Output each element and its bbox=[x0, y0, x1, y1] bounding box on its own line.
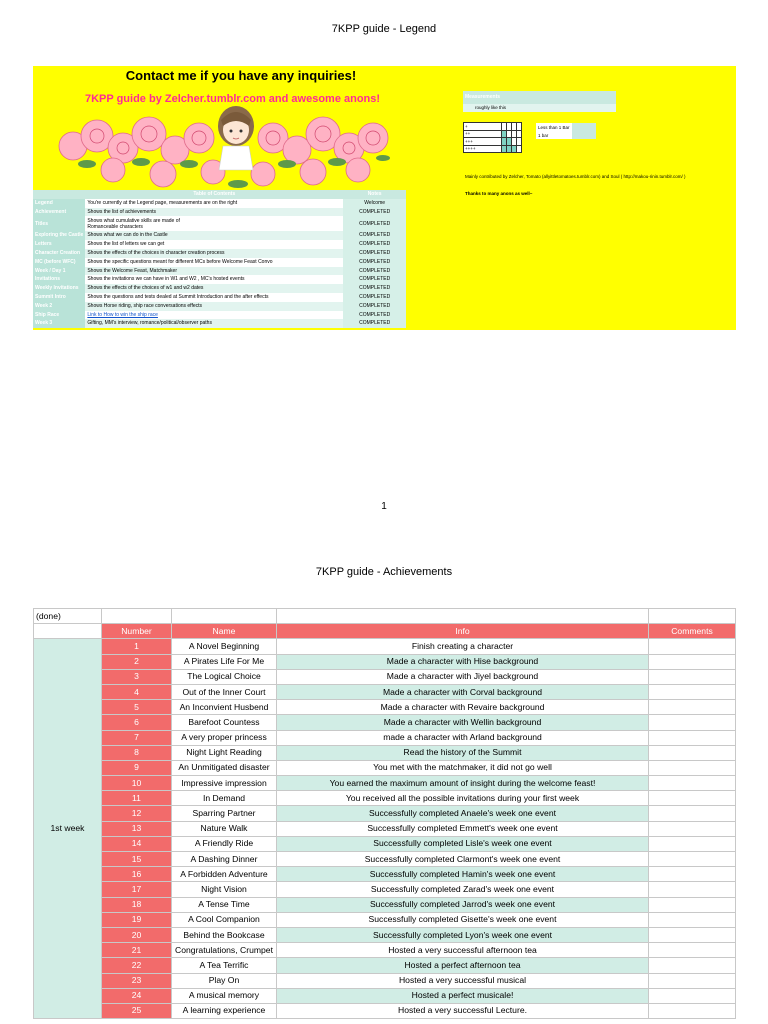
achievement-number: 12 bbox=[102, 806, 172, 821]
done-label: (done) bbox=[34, 609, 102, 624]
comments-column-header: Comments bbox=[649, 624, 736, 639]
achievement-number: 15 bbox=[102, 852, 172, 867]
toc-row bbox=[33, 240, 406, 249]
measurements-subtitle: roughly like this bbox=[463, 104, 616, 112]
achievement-number: 8 bbox=[102, 745, 172, 760]
achievement-row bbox=[34, 836, 736, 851]
toc-status: COMPLETED bbox=[343, 249, 406, 258]
achievement-name: A Friendly Ride bbox=[172, 836, 277, 851]
achievement-info: Successfully completed Jarrod's week one event bbox=[277, 897, 649, 912]
achievement-name: Sparring Partner bbox=[172, 806, 277, 821]
achievement-info: Successfully completed Anaele's week one event bbox=[277, 806, 649, 821]
achievement-comment bbox=[649, 791, 736, 806]
achievement-row bbox=[34, 927, 736, 942]
achievement-name: Nature Walk bbox=[172, 821, 277, 836]
number-column-header: Number bbox=[102, 624, 172, 639]
achievement-name: A Cool Companion bbox=[172, 912, 277, 927]
measurement-key-swatch bbox=[572, 123, 596, 131]
thanks-note: Thanks to many anons as well~ bbox=[465, 191, 533, 196]
measurement-bar-cell bbox=[517, 123, 522, 131]
measurement-key-row bbox=[536, 123, 596, 131]
chibi-character bbox=[218, 106, 254, 170]
achievement-number: 4 bbox=[102, 684, 172, 699]
achievement-name: Night Light Reading bbox=[172, 745, 277, 760]
achievement-comment bbox=[649, 700, 736, 715]
toc-status: COMPLETED bbox=[343, 319, 406, 328]
achievement-row bbox=[34, 897, 736, 912]
achievement-info: Successfully completed Zarad's week one event bbox=[277, 882, 649, 897]
measurement-bar-cell bbox=[517, 145, 522, 153]
achievement-row bbox=[34, 867, 736, 882]
achievement-row bbox=[34, 654, 736, 669]
achievement-row bbox=[34, 730, 736, 745]
name-column-header: Name bbox=[172, 624, 277, 639]
toc-status: COMPLETED bbox=[343, 208, 406, 217]
measurement-key-label: 1 bar bbox=[536, 131, 572, 139]
week-label: 1st week bbox=[34, 639, 102, 1019]
toc-status: COMPLETED bbox=[343, 302, 406, 311]
achievement-info: Hosted a perfect musicale! bbox=[277, 988, 649, 1003]
toc-row bbox=[33, 284, 406, 293]
achievement-info: Hosted a very successful Lecture. bbox=[277, 1003, 649, 1018]
achievement-row bbox=[34, 912, 736, 927]
toc-status: COMPLETED bbox=[343, 311, 406, 320]
achievement-info: Successfully completed Lyon's week one event bbox=[277, 927, 649, 942]
achievement-comment bbox=[649, 836, 736, 851]
achievement-info: Hosted a very successful musical bbox=[277, 973, 649, 988]
toc-description: Shows the specific questions meant for different MCs before Welcome Feast Convo bbox=[85, 258, 343, 267]
toc-status: COMPLETED bbox=[343, 293, 406, 302]
toc-section-name: Week / Day 1 bbox=[33, 267, 85, 276]
achievement-row bbox=[34, 1003, 736, 1018]
toc-section-name: MC (before WFC) bbox=[33, 258, 85, 267]
measurement-symbol: +++ bbox=[464, 138, 502, 146]
toc-description: Shows the invitations we can have in W1 and W2 , MC's hosted events bbox=[85, 275, 343, 284]
achievement-info: You met with the matchmaker, it did not go well bbox=[277, 760, 649, 775]
achievement-name: In Demand bbox=[172, 791, 277, 806]
achievement-name: An Inconvient Husbend bbox=[172, 700, 277, 715]
toc-description: Shows the effects of the choices of w1 and w2 dates bbox=[85, 284, 343, 293]
achievement-number: 19 bbox=[102, 912, 172, 927]
toc-section-name: Weekly Invitations bbox=[33, 284, 85, 293]
achievement-info: Successfully completed Clarmont's week one event bbox=[277, 852, 649, 867]
achievement-number: 6 bbox=[102, 715, 172, 730]
toc-row bbox=[33, 302, 406, 311]
achievement-info: Successfully completed Lisle's week one event bbox=[277, 836, 649, 851]
guide-credit-heading: 7KPP guide by Zelcher.tumblr.com and awesome anons! bbox=[85, 93, 381, 105]
achievement-name: A Dashing Dinner bbox=[172, 852, 277, 867]
achievement-comment bbox=[649, 715, 736, 730]
toc-row bbox=[33, 275, 406, 284]
toc-status: COMPLETED bbox=[343, 284, 406, 293]
done-row bbox=[34, 609, 736, 624]
achievement-number: 22 bbox=[102, 958, 172, 973]
toc-row bbox=[33, 319, 406, 328]
achievement-comment bbox=[649, 745, 736, 760]
achievement-info: made a character with Arland background bbox=[277, 730, 649, 745]
achievements-table bbox=[33, 608, 736, 1019]
measurement-row bbox=[464, 123, 522, 131]
achievement-info: Made a character with Revaire background bbox=[277, 700, 649, 715]
achievement-name: A very proper princess bbox=[172, 730, 277, 745]
toc-status: COMPLETED bbox=[343, 240, 406, 249]
measurement-row bbox=[464, 145, 522, 153]
achievement-comment bbox=[649, 943, 736, 958]
achievement-name: Congratulations, Crumpet bbox=[172, 943, 277, 958]
achievement-row bbox=[34, 806, 736, 821]
achievement-number: 18 bbox=[102, 897, 172, 912]
achievement-name: An Unmitigated disaster bbox=[172, 760, 277, 775]
achievement-info: Successfully completed Emmett's week one event bbox=[277, 821, 649, 836]
toc-description: Shows the questions and tests dealed at Summit Introduction and the after effects bbox=[85, 293, 343, 302]
achievement-comment bbox=[649, 882, 736, 897]
achievement-row bbox=[34, 715, 736, 730]
achievement-name: A musical memory bbox=[172, 988, 277, 1003]
achievement-comment bbox=[649, 988, 736, 1003]
achievement-comment bbox=[649, 927, 736, 942]
toc-section-name: Legend bbox=[33, 199, 85, 208]
measurement-row bbox=[464, 130, 522, 138]
contact-heading: Contact me if you have any inquiries! bbox=[125, 68, 357, 83]
legend-page-title: 7KPP guide - Legend bbox=[331, 23, 437, 35]
toc-section-name: Summit Intro bbox=[33, 293, 85, 302]
toc-row bbox=[33, 293, 406, 302]
toc-row bbox=[33, 249, 406, 258]
toc-section-name: Week 2 bbox=[33, 302, 85, 311]
achievement-info: You earned the maximum amount of insight during the welcome feast! bbox=[277, 776, 649, 791]
achievement-comment bbox=[649, 776, 736, 791]
achievement-name: Night Vision bbox=[172, 882, 277, 897]
achievements-page-title: 7KPP guide - Achievements bbox=[315, 566, 453, 578]
measurement-key-label: Less than 1 Bar bbox=[538, 124, 570, 130]
info-column-header: Info bbox=[277, 624, 649, 639]
achievement-info: Hosted a perfect afternoon tea bbox=[277, 958, 649, 973]
toc-description: You're currently at the Legend page, measurements are on the right bbox=[85, 199, 343, 208]
achievement-comment bbox=[649, 760, 736, 775]
measurement-key-swatch bbox=[572, 131, 596, 139]
achievement-row bbox=[34, 639, 736, 654]
page-number: 1 bbox=[381, 501, 387, 512]
toc-description: Shows the Welcome Feast, Matchmaker bbox=[85, 267, 343, 276]
achievement-number: 7 bbox=[102, 730, 172, 745]
achievement-number: 9 bbox=[102, 760, 172, 775]
toc-status: COMPLETED bbox=[343, 258, 406, 267]
toc-section-name: Week 3 bbox=[33, 319, 85, 328]
achievement-number: 5 bbox=[102, 700, 172, 715]
toc-section-name: Character Creation bbox=[33, 249, 85, 258]
achievement-name: A learning experience bbox=[172, 1003, 277, 1018]
achievement-name: A Novel Beginning bbox=[172, 639, 277, 654]
header-row bbox=[34, 624, 736, 639]
achievement-comment bbox=[649, 654, 736, 669]
achievement-row bbox=[34, 791, 736, 806]
achievement-comment bbox=[649, 669, 736, 684]
toc-description: Shows what cumulative skills are made of Romanceable characters bbox=[85, 216, 343, 231]
achievement-info: Made a character with Wellin background bbox=[277, 715, 649, 730]
measurements-grid bbox=[463, 122, 522, 153]
achievement-number: 16 bbox=[102, 867, 172, 882]
achievement-info: Made a character with Jiyel background bbox=[277, 669, 649, 684]
toc-row bbox=[33, 231, 406, 240]
achievement-row bbox=[34, 882, 736, 897]
achievement-name: Out of the Inner Court bbox=[172, 684, 277, 699]
achievement-row bbox=[34, 973, 736, 988]
achievement-comment bbox=[649, 973, 736, 988]
achievement-info: Made a character with Hise background bbox=[277, 654, 649, 669]
toc-section-name: Ship Race bbox=[33, 311, 85, 320]
achievement-name: A Tense Time bbox=[172, 897, 277, 912]
achievement-name: Impressive impression bbox=[172, 776, 277, 791]
measurement-symbol: ++++ bbox=[464, 145, 502, 153]
toc-section-name: Exploring the Castle bbox=[35, 232, 84, 239]
achievement-number: 11 bbox=[102, 791, 172, 806]
achievement-number: 3 bbox=[102, 669, 172, 684]
achievement-comment bbox=[649, 897, 736, 912]
toc-row bbox=[33, 208, 406, 217]
achievement-row bbox=[34, 684, 736, 699]
achievement-name: Barefoot Countess bbox=[172, 715, 277, 730]
measurement-bar-cell bbox=[517, 138, 522, 146]
achievement-number: 17 bbox=[102, 882, 172, 897]
achievement-comment bbox=[649, 821, 736, 836]
achievement-row bbox=[34, 943, 736, 958]
toc-row bbox=[33, 199, 406, 208]
measurement-symbol: ++ bbox=[464, 130, 502, 138]
toc-notes-header: Notes bbox=[343, 190, 406, 199]
achievement-row bbox=[34, 852, 736, 867]
toc-section-name: Letters bbox=[33, 240, 85, 249]
table-of-contents bbox=[33, 190, 406, 328]
achievement-info: Successfully completed Gisette's week one event bbox=[277, 912, 649, 927]
achievement-info: Successfully completed Hamin's week one event bbox=[277, 867, 649, 882]
achievement-name: A Pirates Life For Me bbox=[172, 654, 277, 669]
achievement-info: Hosted a very successful afternoon tea bbox=[277, 943, 649, 958]
toc-section-name: Titles bbox=[33, 216, 85, 231]
toc-status: Welcome bbox=[343, 199, 406, 208]
contributors-note: Mainly contributed by Zelcher, Tomato (allyittletomatoes.tumblr.com) and Soul ( http://makou-rinin.tumblr.com/ ) bbox=[465, 174, 686, 179]
achievement-row bbox=[34, 821, 736, 836]
achievement-row bbox=[34, 958, 736, 973]
achievement-number: 23 bbox=[102, 973, 172, 988]
achievement-name: The Logical Choice bbox=[172, 669, 277, 684]
measurement-bar-cell bbox=[517, 130, 522, 138]
achievement-info: Made a character with Corval background bbox=[277, 684, 649, 699]
achievement-row bbox=[34, 988, 736, 1003]
toc-key-header bbox=[33, 190, 85, 199]
achievement-comment bbox=[649, 730, 736, 745]
achievement-row bbox=[34, 745, 736, 760]
toc-row bbox=[33, 267, 406, 276]
achievement-comment bbox=[649, 806, 736, 821]
achievement-row bbox=[34, 760, 736, 775]
toc-description: Shows the list of letters we can get bbox=[85, 240, 343, 249]
toc-description: Shows the list of achievements bbox=[85, 208, 343, 217]
ship-race-link[interactable]: Link to How to win the ship race bbox=[85, 311, 343, 320]
toc-status: COMPLETED bbox=[343, 231, 406, 240]
achievement-info: Finish creating a character bbox=[277, 639, 649, 654]
achievement-number: 14 bbox=[102, 836, 172, 851]
achievement-comment bbox=[649, 852, 736, 867]
achievement-number: 1 bbox=[102, 639, 172, 654]
achievement-comment bbox=[649, 639, 736, 654]
achievement-comment bbox=[649, 1003, 736, 1018]
achievement-comment bbox=[649, 912, 736, 927]
toc-section-name: Achievement bbox=[33, 208, 85, 217]
measurement-key-row bbox=[536, 131, 596, 139]
achievement-row bbox=[34, 776, 736, 791]
achievement-comment bbox=[649, 684, 736, 699]
toc-row bbox=[33, 311, 406, 320]
toc-row bbox=[33, 258, 406, 267]
achievement-number: 2 bbox=[102, 654, 172, 669]
achievement-number: 20 bbox=[102, 927, 172, 942]
toc-description: Shows the effects of the choices in character creation process bbox=[85, 249, 343, 258]
achievement-number: 21 bbox=[102, 943, 172, 958]
achievement-name: A Forbidden Adventure bbox=[172, 867, 277, 882]
measurements-header: Measurements bbox=[463, 91, 616, 104]
toc-section-name: Invitations bbox=[33, 275, 85, 284]
achievement-number: 13 bbox=[102, 821, 172, 836]
toc-description: Gifting, MM's interview, romance/political/observer paths bbox=[85, 319, 343, 328]
achievement-number: 10 bbox=[102, 776, 172, 791]
measurement-row bbox=[464, 138, 522, 146]
toc-header: Table of Contents bbox=[85, 190, 343, 199]
achievement-row bbox=[34, 700, 736, 715]
achievement-comment bbox=[649, 867, 736, 882]
achievement-name: A Tea Terrific bbox=[172, 958, 277, 973]
achievement-name: Behind the Bookcase bbox=[172, 927, 277, 942]
achievement-number: 25 bbox=[102, 1003, 172, 1018]
achievement-row bbox=[34, 669, 736, 684]
achievement-info: Read the history of the Summit bbox=[277, 745, 649, 760]
measurement-symbol: + bbox=[464, 123, 502, 131]
achievement-info: You received all the possible invitations during your first week bbox=[277, 791, 649, 806]
legend-sheet bbox=[33, 66, 736, 330]
toc-status: COMPLETED bbox=[343, 216, 406, 231]
achievement-comment bbox=[649, 958, 736, 973]
toc-description: Shows Horse riding, ship race conversations effects bbox=[85, 302, 343, 311]
achievement-name: Play On bbox=[172, 973, 277, 988]
toc-row bbox=[33, 216, 406, 231]
toc-description: Shows what we can do in the Castle bbox=[85, 231, 343, 240]
achievement-number: 24 bbox=[102, 988, 172, 1003]
toc-status: COMPLETED bbox=[343, 275, 406, 284]
measurements-key bbox=[536, 123, 596, 139]
toc-status: COMPLETED bbox=[343, 267, 406, 276]
